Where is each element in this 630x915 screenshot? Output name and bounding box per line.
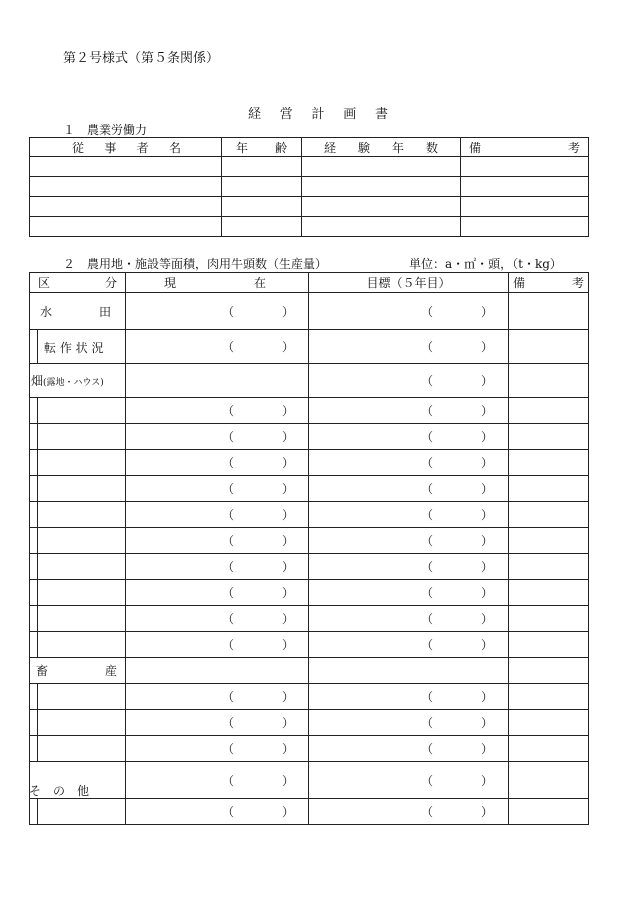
category-cell[interactable] [30, 476, 126, 502]
paren-close: ） [281, 340, 294, 354]
paren-close: ） [281, 638, 294, 652]
paren-open: （ [421, 690, 434, 704]
current-cell[interactable] [126, 364, 309, 398]
paren-open: （ [222, 534, 235, 548]
paren-open: （ [421, 534, 434, 548]
paren-close: ） [281, 586, 294, 600]
category-cell[interactable] [30, 424, 126, 450]
category-cell[interactable]: 畑(露地・ハウス) [30, 364, 126, 398]
document-title [248, 103, 388, 122]
paren-close: ） [480, 612, 493, 626]
target-cell[interactable] [309, 736, 509, 762]
category-cell[interactable] [30, 606, 126, 632]
paren-open: （ [421, 638, 434, 652]
target-cell[interactable] [309, 710, 509, 736]
target-cell[interactable] [309, 476, 509, 502]
paren-open: （ [421, 374, 434, 388]
target-cell[interactable] [309, 364, 509, 398]
paren-close: ） [281, 404, 294, 418]
current-cell[interactable] [126, 710, 309, 736]
paren-close: ） [480, 304, 493, 319]
title-char: 計 [311, 107, 325, 122]
paren-close: ） [480, 742, 493, 756]
paren-open: （ [421, 508, 434, 522]
livestock-row[interactable] [30, 658, 589, 684]
target-cell[interactable] [309, 293, 509, 330]
category-cell[interactable] [30, 398, 126, 424]
current-cell[interactable] [126, 528, 309, 554]
col-remarks: 備 考 [461, 138, 589, 157]
current-cell[interactable] [126, 330, 309, 364]
remarks-cell[interactable] [509, 606, 589, 632]
paren-open: （ [222, 404, 235, 418]
paren-close: ） [480, 773, 493, 788]
category-cell[interactable] [30, 450, 126, 476]
target-cell[interactable] [309, 684, 509, 710]
field-item-row[interactable] [30, 632, 589, 658]
paren-open: （ [222, 340, 235, 354]
paren-close: ） [281, 773, 294, 788]
paren-close: ） [480, 586, 493, 600]
remarks-cell[interactable] [509, 736, 589, 762]
target-cell[interactable] [309, 528, 509, 554]
col-worker-name: 従 事 者 名 [30, 138, 222, 157]
paren-close: ） [480, 690, 493, 704]
paren-close: ） [281, 534, 294, 548]
current-cell[interactable] [126, 658, 309, 684]
remarks-cell[interactable] [509, 398, 589, 424]
remarks-cell[interactable] [509, 632, 589, 658]
paren-close: ） [480, 482, 493, 496]
target-cell[interactable] [309, 398, 509, 424]
paren-close: ） [281, 690, 294, 704]
remarks-cell[interactable] [509, 580, 589, 606]
land-table [29, 272, 589, 825]
paren-open: （ [421, 560, 434, 574]
category-cell[interactable]: 転 作 状 況 [30, 330, 126, 364]
paren-close: ） [480, 456, 493, 470]
current-cell[interactable] [126, 398, 309, 424]
title-char: 画 [343, 107, 357, 122]
current-cell[interactable] [126, 424, 309, 450]
remarks-cell[interactable] [509, 450, 589, 476]
col-experience-years: 経 験 年 数 [302, 138, 461, 157]
target-cell[interactable] [309, 580, 509, 606]
current-cell[interactable] [126, 736, 309, 762]
section2-heading: ２ 農用地・施設等面積，肉用牛頭数（生産量） [63, 257, 328, 271]
paren-open: （ [222, 773, 235, 788]
category-cell[interactable] [30, 580, 126, 606]
target-cell[interactable] [309, 632, 509, 658]
current-cell[interactable] [126, 762, 309, 799]
category-cell[interactable] [30, 528, 126, 554]
target-cell[interactable] [309, 502, 509, 528]
other-row[interactable] [30, 762, 589, 799]
paren-open: （ [222, 586, 235, 600]
field-item-row[interactable] [30, 476, 589, 502]
category-cell[interactable]: そ の 他 [30, 762, 126, 799]
current-cell[interactable] [126, 632, 309, 658]
labor-table [29, 137, 589, 237]
paren-open: （ [222, 508, 235, 522]
current-cell[interactable] [126, 450, 309, 476]
col-remarks: 備 考 [509, 273, 589, 293]
paren-open: （ [222, 482, 235, 496]
paren-close: ） [281, 742, 294, 756]
paren-open: （ [222, 430, 235, 444]
field-item-row[interactable] [30, 450, 589, 476]
paren-close: ） [480, 560, 493, 574]
category-cell[interactable] [30, 554, 126, 580]
paren-close: ） [480, 404, 493, 418]
col-current: 現 在 [126, 273, 309, 293]
category-cell[interactable] [30, 632, 126, 658]
paren-close: ） [281, 482, 294, 496]
paren-open: （ [421, 482, 434, 496]
category-cell[interactable] [30, 799, 126, 825]
category-cell[interactable] [30, 502, 126, 528]
category-cell[interactable]: 畜 産 [30, 658, 126, 684]
paddy-row[interactable] [30, 293, 589, 330]
remarks-cell[interactable] [509, 762, 589, 799]
paren-open: （ [421, 340, 434, 354]
paren-open: （ [421, 404, 434, 418]
livestock-item-row[interactable] [30, 710, 589, 736]
paren-open: （ [222, 716, 235, 730]
remarks-cell[interactable] [509, 684, 589, 710]
remarks-cell[interactable] [509, 710, 589, 736]
paren-open: （ [222, 690, 235, 704]
col-age: 年 齢 [222, 138, 302, 157]
remarks-cell[interactable] [509, 293, 589, 330]
target-cell[interactable] [309, 330, 509, 364]
field-item-row[interactable] [30, 554, 589, 580]
paren-close: ） [281, 560, 294, 574]
current-cell[interactable] [126, 799, 309, 825]
paren-open: （ [222, 456, 235, 470]
col-category: 区 分 [30, 273, 126, 293]
paren-close: ） [281, 304, 294, 319]
paren-open: （ [421, 304, 434, 319]
labor-row[interactable] [30, 157, 589, 177]
target-cell[interactable] [309, 762, 509, 799]
paren-close: ） [480, 508, 493, 522]
paren-open: （ [222, 805, 235, 819]
field-item-row[interactable] [30, 528, 589, 554]
paren-open: （ [421, 456, 434, 470]
paren-close: ） [480, 534, 493, 548]
land-header-row [30, 273, 589, 293]
title-char: 経 [248, 107, 262, 122]
field-item-row[interactable] [30, 424, 589, 450]
target-cell[interactable] [309, 658, 509, 684]
title-char: 営 [279, 107, 293, 122]
paren-open: （ [421, 742, 434, 756]
paren-close: ） [480, 805, 493, 819]
paren-close: ） [281, 508, 294, 522]
section1-heading: １ 農業労働力 [63, 123, 148, 137]
target-cell[interactable] [309, 424, 509, 450]
paren-open: （ [421, 716, 434, 730]
category-cell[interactable] [30, 684, 126, 710]
field-row[interactable] [30, 364, 589, 398]
paren-close: ） [480, 716, 493, 730]
remarks-cell[interactable] [509, 658, 589, 684]
labor-row[interactable] [30, 197, 589, 217]
paren-close: ） [480, 638, 493, 652]
remarks-cell[interactable] [509, 528, 589, 554]
field-item-row[interactable] [30, 606, 589, 632]
labor-header-row [30, 138, 589, 157]
current-cell[interactable] [126, 580, 309, 606]
conversion-row[interactable] [30, 330, 589, 364]
category-cell[interactable] [30, 710, 126, 736]
current-cell[interactable] [126, 502, 309, 528]
category-cell[interactable]: 水 田 [30, 293, 126, 330]
paren-open: （ [222, 742, 235, 756]
labor-row[interactable] [30, 217, 589, 237]
remarks-cell[interactable] [509, 330, 589, 364]
paren-close: ） [281, 430, 294, 444]
current-cell[interactable] [126, 684, 309, 710]
remarks-cell[interactable] [509, 502, 589, 528]
paren-close: ） [281, 805, 294, 819]
field-item-row[interactable] [30, 398, 589, 424]
livestock-item-row[interactable] [30, 684, 589, 710]
target-cell[interactable] [309, 606, 509, 632]
paren-open: （ [421, 430, 434, 444]
paren-open: （ [222, 638, 235, 652]
remarks-cell[interactable] [509, 799, 589, 825]
paren-open: （ [421, 586, 434, 600]
target-cell[interactable] [309, 450, 509, 476]
title-char: 書 [374, 107, 388, 122]
paren-close: ） [480, 340, 493, 354]
category-cell[interactable] [30, 736, 126, 762]
paren-open: （ [222, 560, 235, 574]
current-cell[interactable] [126, 476, 309, 502]
paren-close: ） [281, 716, 294, 730]
current-cell[interactable] [126, 293, 309, 330]
labor-row[interactable] [30, 177, 589, 197]
paren-open: （ [222, 304, 235, 319]
paren-close: ） [281, 456, 294, 470]
livestock-item-row[interactable] [30, 736, 589, 762]
remarks-cell[interactable] [509, 554, 589, 580]
unit-label: 単位：a・㎡・頭，（t・kg） [409, 257, 562, 271]
form-number: 第２号様式（第５条関係） [63, 51, 220, 66]
paren-open: （ [421, 805, 434, 819]
current-cell[interactable] [126, 554, 309, 580]
paren-open: （ [421, 773, 434, 788]
paren-close: ） [480, 374, 493, 388]
other-item-row[interactable] [30, 799, 589, 825]
field-item-row[interactable] [30, 502, 589, 528]
paren-open: （ [222, 612, 235, 626]
remarks-cell[interactable] [509, 424, 589, 450]
remarks-cell[interactable] [509, 476, 589, 502]
paren-close: ） [480, 430, 493, 444]
target-cell[interactable] [309, 799, 509, 825]
col-target: 目標（５年目） [309, 273, 509, 293]
current-cell[interactable] [126, 606, 309, 632]
target-cell[interactable] [309, 554, 509, 580]
paren-open: （ [421, 612, 434, 626]
remarks-cell[interactable] [509, 364, 589, 398]
field-item-row[interactable] [30, 580, 589, 606]
paren-close: ） [281, 612, 294, 626]
